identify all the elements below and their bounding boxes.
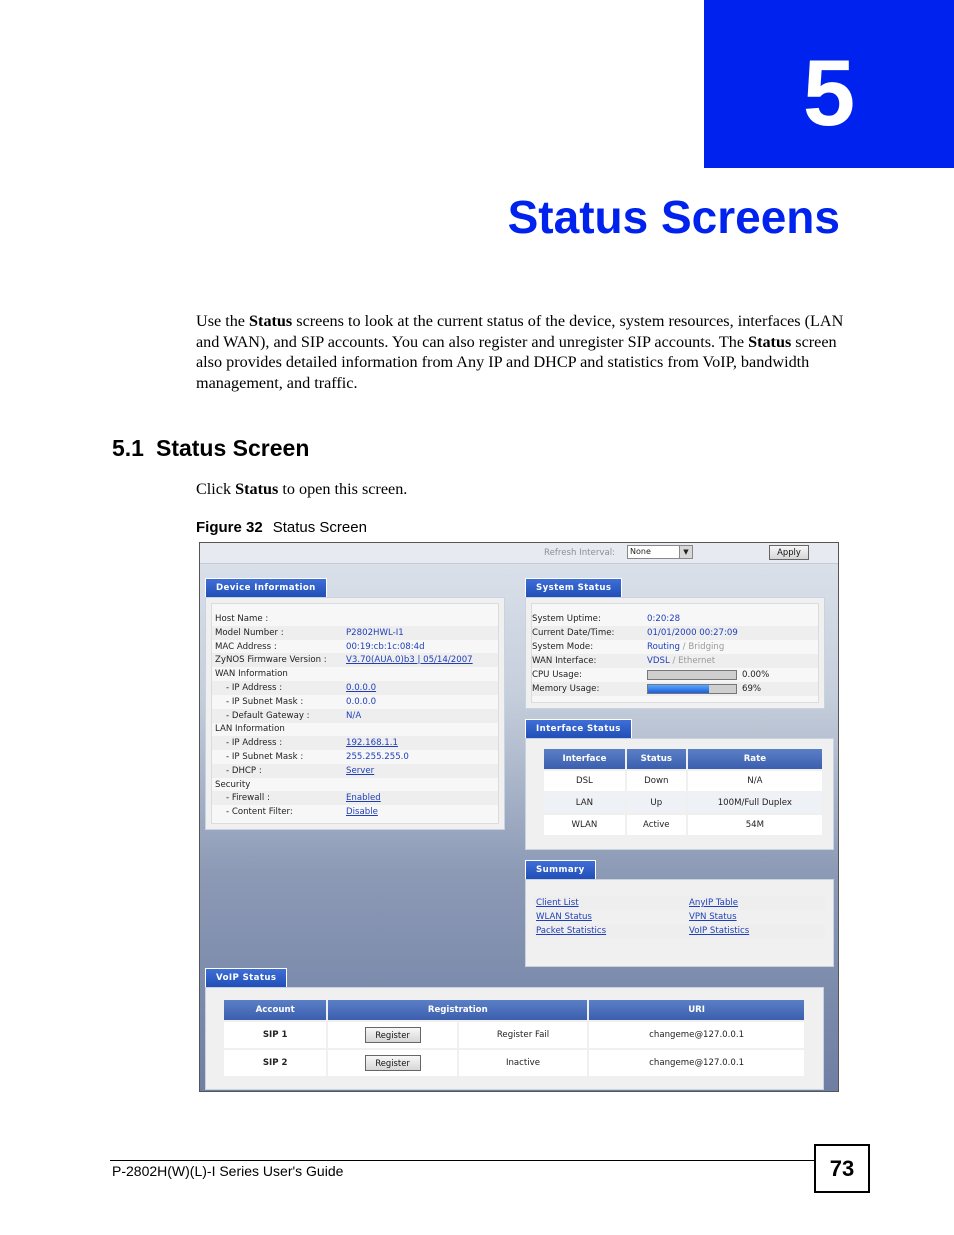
device-info-label: - IP Address : [226, 738, 283, 749]
device-information-panel [205, 597, 505, 830]
device-info-row [212, 778, 498, 792]
device-info-label: - IP Address : [226, 683, 283, 693]
device-info-row [212, 640, 498, 654]
refresh-toolbar [200, 543, 838, 564]
system-mode-label: System Mode: [532, 642, 594, 652]
device-info-value: 00:19:cb:1c:08:4d [346, 641, 425, 652]
table-row: DSL Down N/A [544, 771, 822, 791]
page-number: 73 [814, 1144, 870, 1193]
current-datetime-value: 01/01/2000 00:27:09 [647, 628, 738, 638]
device-info-row [212, 764, 498, 778]
refresh-interval-select[interactable]: None ▼ [627, 545, 693, 559]
account-header: Account [224, 1000, 326, 1020]
voip-status-panel [205, 987, 824, 1090]
sip2-account: SIP 2 [224, 1050, 326, 1076]
table-row: LAN Up 100M/Full Duplex [544, 793, 822, 813]
memory-usage-label: Memory Usage: [532, 684, 600, 694]
footer-rule [110, 1160, 814, 1161]
cpu-usage-value: 0.00% [742, 670, 770, 680]
section-heading [112, 435, 309, 462]
registration-header: Registration [328, 1000, 587, 1020]
device-info-label: - Content Filter: [226, 807, 293, 818]
device-info-value[interactable]: 0.0.0.0 [346, 683, 377, 693]
chevron-down-icon[interactable]: ▼ [679, 546, 692, 558]
sip2-registration-status: Inactive [459, 1050, 587, 1076]
device-info-label: MAC Address : [215, 641, 277, 652]
interface-header: Interface [544, 749, 625, 769]
rate-header: Rate [688, 749, 822, 769]
device-info-value[interactable]: Server [346, 765, 375, 776]
device-info-row [212, 709, 498, 723]
interface-status-table [542, 747, 824, 837]
figure-title: Status Screen [272, 519, 367, 536]
system-uptime-label: System Uptime: [532, 614, 601, 624]
device-info-label: Security [215, 779, 251, 790]
packet-statistics-link[interactable]: Packet Statistics [536, 926, 607, 936]
device-info-row [212, 667, 498, 681]
sip1-account: SIP 1 [224, 1022, 326, 1048]
device-info-value[interactable]: Disable [346, 807, 378, 818]
device-info-row [212, 805, 498, 819]
system-status-list: System Uptime: 0:20:28 Current Date/Time: 01/01/2000 00:27:09 System Mode: Routing / Bridging WAN Interface: VDSL / Ethernet CPU Usage: 0.00% Memory Usage: 69% [531, 603, 819, 703]
device-info-row [212, 653, 498, 667]
device-info-label: WAN Information [215, 669, 288, 680]
click-instruction: Click Status to open this screen. [196, 480, 408, 498]
device-info-label: ZyNOS Firmware Version : [215, 655, 327, 666]
system-mode-routing: Routing [647, 642, 680, 652]
tab-device-information: Device Information [205, 578, 327, 597]
tab-summary: Summary [525, 860, 596, 879]
device-info-row [212, 736, 498, 750]
interface-status-panel [525, 738, 834, 850]
client-list-link[interactable]: Client List [536, 898, 579, 908]
system-uptime-value: 0:20:28 [647, 614, 681, 624]
device-info-row [212, 750, 498, 764]
chapter-title: Status Screens [507, 191, 840, 243]
device-info-row [212, 612, 498, 626]
device-info-value[interactable]: 192.168.1.1 [346, 738, 398, 749]
figure-label: Figure 32 [196, 519, 263, 536]
wan-interface-label: WAN Interface: [532, 656, 597, 666]
sip2-uri: changeme@127.0.0.1 [589, 1050, 804, 1076]
system-status-panel [525, 597, 825, 709]
device-info-row [212, 626, 498, 640]
table-row: WLAN Active 54M [544, 815, 822, 835]
sip2-register-button[interactable]: Register [365, 1055, 421, 1071]
cpu-usage-bar [647, 670, 737, 680]
tab-interface-status: Interface Status [525, 719, 632, 738]
wan-interface-ethernet: Ethernet [678, 656, 716, 666]
device-info-label: - IP Subnet Mask : [226, 752, 304, 762]
device-info-label: - IP Subnet Mask : [226, 696, 304, 707]
device-info-label: Model Number : [215, 627, 284, 638]
device-info-label: - Firewall : [226, 793, 270, 804]
system-mode-bridging: Bridging [688, 642, 725, 652]
device-info-value: 0.0.0.0 [346, 696, 377, 707]
wlan-status-link[interactable]: WLAN Status [536, 912, 592, 922]
chapter-number: 5 [802, 40, 856, 145]
status-screenshot [199, 542, 839, 1092]
device-info-row [212, 695, 498, 709]
device-info-row [212, 681, 498, 695]
section-number: 5.1 [112, 435, 144, 461]
voip-status-table [222, 998, 806, 1078]
status-header: Status [627, 749, 686, 769]
memory-usage-bar [647, 684, 737, 694]
device-info-value: 255.255.255.0 [346, 752, 409, 762]
refresh-interval-label: Refresh Interval: [544, 548, 615, 558]
device-info-label: Host Name : [215, 614, 269, 624]
anyip-table-link[interactable]: AnyIP Table [689, 898, 739, 908]
memory-usage-fill [648, 685, 709, 693]
tab-voip-status: VoIP Status [205, 968, 287, 987]
vpn-status-link[interactable]: VPN Status [689, 912, 737, 922]
table-row [224, 1050, 804, 1076]
memory-usage-value: 69% [742, 684, 762, 694]
device-info-row [212, 722, 498, 736]
device-info-label: - DHCP : [226, 765, 262, 776]
sip1-registration-status: Register Fail [459, 1022, 587, 1048]
device-info-label: LAN Information [215, 724, 285, 735]
sip1-register-button[interactable]: Register [365, 1027, 421, 1043]
device-info-row [212, 791, 498, 805]
device-info-value: N/A [346, 710, 362, 721]
current-datetime-label: Current Date/Time: [532, 628, 615, 638]
device-information-list [211, 603, 499, 824]
figure-caption [196, 519, 367, 536]
uri-header: URI [589, 1000, 804, 1020]
device-info-label: - Default Gateway : [226, 710, 310, 721]
table-row [224, 1022, 804, 1048]
chapter-number-box [704, 0, 954, 168]
footer-guide-title: P-2802H(W)(L)-I Series User's Guide [112, 1163, 344, 1179]
wan-interface-vdsl: VDSL [647, 656, 670, 666]
cpu-usage-label: CPU Usage: [532, 670, 582, 680]
device-info-value: P2802HWL-I1 [346, 627, 404, 638]
apply-button[interactable]: Apply [769, 545, 809, 560]
summary-panel [525, 879, 834, 967]
device-info-value[interactable]: Enabled [346, 793, 381, 804]
sip1-uri: changeme@127.0.0.1 [589, 1022, 804, 1048]
voip-statistics-link[interactable]: VoIP Statistics [689, 926, 750, 936]
tab-system-status: System Status [525, 578, 622, 597]
section-title: Status Screen [155, 435, 310, 461]
device-info-value[interactable]: V3.70(AUA.0)b3 | 05/14/2007 [346, 655, 473, 666]
intro-paragraph: Use the Status screens to look at the current status of the device, system resources, interfaces (LAN and WAN), and SIP accounts. You can also register and unregister SIP accounts. The Status screen also provides detailed information from Any IP and DHCP and statistics from VoIP, bandwidth management, and traffic. [196, 312, 844, 392]
